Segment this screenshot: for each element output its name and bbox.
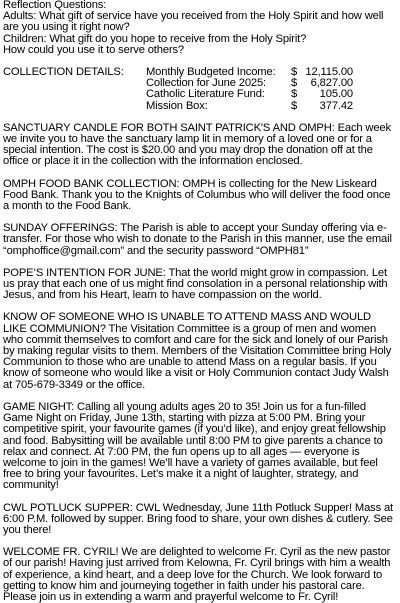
game-night-notice: GAME NIGHT: Calling all young adults ages 20 to 35! Join us for a fun-filled Game Night on Friday, June 13th, starting with pizza at 5:00 PM. Bring your competitive spirit, your favourite games (if you’d like), and enjoy great fellowship and food. Babysitting will be available until 8:00 PM to give parents a chance to relax and connect. At 7:00 PM, the fun opens up to all ages — everyone is welcome to join in the games! We’ll have a variety of games available, but feel free to bring your favourites. Let’s make it a night of laughter, strategy, and community! (3, 400, 386, 492)
collection-row-name: Collection for June 2025: (146, 77, 267, 90)
sanctuary-candle-notice: SANCTUARY CANDLE FOR BOTH SAINT PATRICK'S AND OMPH: Each week we invite you to have the sanctuary lamp lit in memory of a loved one or for a special intention. The cost is $20.00 and you may drop the donation off at the office or place it in the collection with the information enclosed. (3, 121, 391, 168)
collection-row-name: Mission Box: (146, 99, 208, 112)
collection-label: COLLECTION DETAILS: (3, 66, 124, 79)
currency-symbol: $ (291, 99, 298, 112)
welcome-pastor-notice: WELCOME FR. CYRIL! We are delighted to welcome Fr. Cyril as the new pastor of our parish! Having just arrived from Kelowna, Fr. Cyril brings with him a wealth of experience, a kind heart, and a deep love for the Church. We look forward to getting to know him and journeying together in faith under his pastoral care. Please join us in extending a warm and prayerful welcome to Fr. Cyril! (3, 546, 391, 603)
currency-symbol: $ (291, 88, 298, 101)
collection-amount: 377.42 (319, 99, 353, 112)
reflection-adults-question: Adults: What gift of service have you received from the Holy Spirit and how well are you using it right now? (3, 10, 384, 34)
reflection-heading: Reflection Questions: (3, 0, 107, 11)
reflection-children-question: Children: What gift do you hope to receive from the Holy Spirit? (3, 32, 307, 45)
food-bank-notice: OMPH FOOD BANK COLLECTION: OMPH is collecting for the New Liskeard Food Bank. Thank you to the Knights of Columbus who will deliver the food once a month to the Food Bank. (3, 177, 391, 213)
currency-symbol: $ (291, 66, 298, 79)
spacer (3, 492, 397, 503)
collection-amount: 12,115.00 (305, 66, 353, 79)
collection-row-name: Monthly Budgeted Income: (146, 66, 276, 79)
collection-row-value (291, 101, 353, 112)
pope-intention-notice: POPE’S INTENTION FOR JUNE: That the world might grow in compassion. Let us pray that each one of us might find consolation in a personal relationship with Jesus, and from his Heart, learn to have compassion on the world. (3, 266, 388, 302)
reflection-follow-up: How could you use it to serve others? (3, 43, 185, 56)
collection-details (3, 67, 397, 112)
cwl-potluck-notice: CWL POTLUCK SUPPER: CWL Wednesday, June 11th Potluck Supper! Mass at 6:00 P.M. followed by supper. Bring food to share, your own dishes & cutlery. See you there! (3, 501, 394, 536)
currency-symbol: $ (291, 77, 298, 90)
collection-row-value (291, 89, 353, 100)
spacer (3, 168, 397, 179)
communion-visitation-notice: KNOW OF SOMEONE WHO IS UNABLE TO ATTEND MASS AND WOULD LIKE COMMUNION? The Visitation Committee is a group of men and women who commit themselves to comfort and care for the sick and lonely of our Parish by making regular visits to them. Members of the Visitation Committee bring Holy Communion to those who are unable to attend Mass on a regular basis. If you know of someone who would like a visit or Holy Communion contact Judy Walsh at 705-679-3349 or the office. (3, 311, 392, 391)
sunday-offerings-notice: SUNDAY OFFERINGS: The Parish is able to accept your Sunday offering via e-transfer. For those who wish to donate to the Parish in this manner, use the email “omphoffice@gmail.com” and the security password “OMPH81” (3, 222, 392, 257)
collection-amount: 105.00 (319, 88, 353, 101)
collection-names (146, 67, 291, 112)
collection-amount: 6,827.00 (310, 77, 353, 90)
collection-row-name: Catholic Literature Fund: (146, 88, 265, 101)
collection-values (291, 67, 353, 112)
